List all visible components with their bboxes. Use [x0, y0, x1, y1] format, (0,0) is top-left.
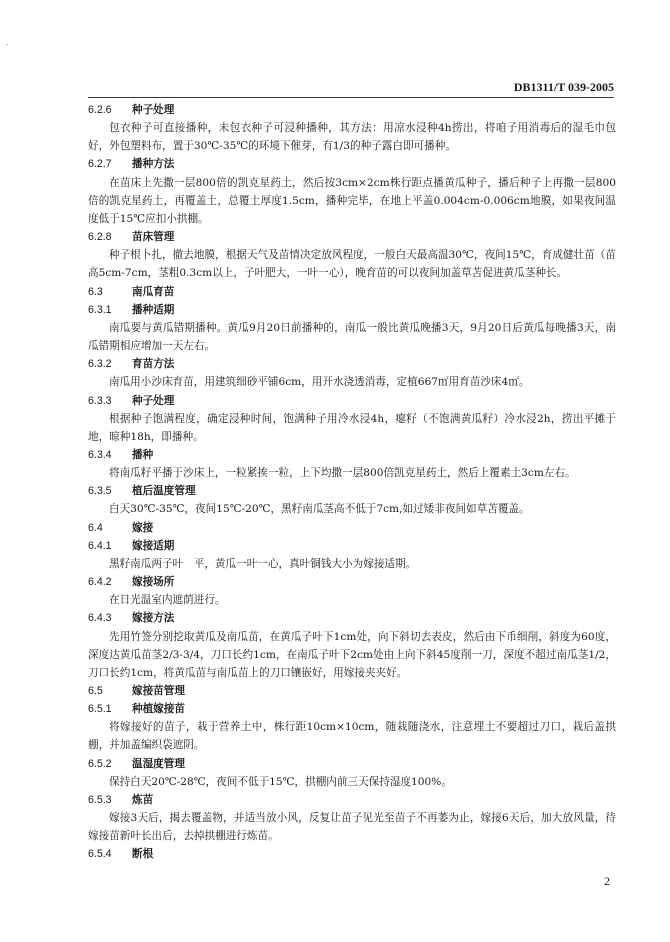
section-title: 炼苗	[132, 793, 154, 806]
paragraph: 在日光温室内遮荫进行。	[109, 594, 226, 607]
paragraph: 黑籽南瓜两子叶 平，黄瓜一叶一心，真叶铜钱大小为嫁接适期。	[109, 557, 417, 570]
section-number: 6.3.2	[88, 358, 112, 371]
section-title: 温湿度管理	[132, 757, 185, 770]
section-number: 6.4.3	[88, 612, 112, 625]
section-title: 种子处理	[132, 104, 175, 116]
section-number: 6.2.7	[88, 158, 112, 171]
paragraph: 白天30℃-35℃，夜间15℃-20℃，黑籽南瓜茎高不低于7cm,如过矮非夜间如草苫覆盖。	[109, 503, 530, 516]
section-number: 6.5	[88, 685, 103, 697]
section-title: 播种方法	[132, 158, 175, 171]
section-number: 6.5.3	[88, 793, 112, 806]
section-title: 嫁接适期	[132, 539, 175, 552]
section-title: 播种	[132, 448, 154, 461]
section-number: 6.5.4	[88, 848, 112, 861]
section-heading	[88, 301, 616, 319]
section-number: 6.3.1	[88, 303, 112, 316]
section-number: 6.4	[88, 521, 103, 534]
section-heading	[88, 283, 616, 301]
section-title: 种植嫁接苗	[132, 703, 185, 716]
section-title: 育苗方法	[132, 358, 175, 371]
section-title: 嫁接方法	[132, 612, 175, 625]
paragraph: 南瓜用小沙床育苗，用建筑细砂平铺6cm，用开水浇透消毒，定植667㎡用育苗沙床4㎡。	[109, 376, 530, 389]
section-title: 断根	[132, 848, 154, 861]
section-number: 6.4.2	[88, 576, 112, 589]
section-number: 6.3	[88, 285, 103, 298]
section-title: 嫁接场所	[132, 576, 175, 589]
section-number: 6.5.1	[88, 703, 112, 716]
page-number: 2	[604, 874, 610, 888]
section-heading	[88, 392, 616, 410]
section-heading	[88, 700, 616, 718]
header-rule	[88, 97, 614, 98]
section-number: 6.3.4	[88, 448, 112, 461]
section-title: 嫁接	[132, 521, 154, 534]
section-title: 嫁接苗管理	[132, 685, 185, 697]
section-heading	[88, 537, 616, 555]
section-heading	[88, 355, 616, 373]
section-number: 6.3.3	[88, 394, 112, 407]
document-code: DB1311/T 039-2005	[513, 80, 614, 94]
section-heading	[88, 519, 616, 537]
paragraph: 先用竹签分别挖取黄瓜及南瓜苗，在黄瓜子叶下1cm处，向下斜切去表皮，然后由下币细削，斜度为60度，深度达黄瓜苗茎2/3-3/4，刀口长约1cm，在南瓜子叶下2cm处由上向下斜45度削一刀，深度不超过南瓜茎1/2，刀口长约1cm，将黄瓜苗与南瓜苗上的刀口镶嵌好，用嫁接夹夹好。	[88, 630, 616, 679]
section-number: 6.4.1	[88, 539, 112, 552]
document-body	[88, 101, 616, 864]
section-title: 种子处理	[132, 394, 175, 407]
section-heading	[88, 482, 616, 500]
margin-mark: .	[6, 38, 9, 47]
paragraph: 南瓜要与黄瓜错期播种。黄瓜9月20日前播种的，南瓜一般比黄瓜晚播3天，9月20日后黄瓜每晚播3天，南瓜错期相应增加一天左右。	[88, 321, 616, 353]
section-heading	[88, 791, 616, 809]
section-heading	[88, 155, 616, 173]
paragraph: 种子根卜扎，撤去地膜，根据天气及苗情决定放风程度，一般白天最高温30℃，夜间15℃，育成健壮苗（苗高5cm-7cm，茎粗0.3cm以上，子叶肥大，一叶一心），晚育苗的可以夜间加盖草苫促进黄瓜茎种长。	[88, 249, 616, 280]
section-number: 6.2.6	[88, 104, 112, 116]
section-number: 6.3.5	[88, 485, 112, 498]
section-title: 植后温度管理	[132, 485, 196, 498]
paragraph: 将嫁接好的苗子，栽于营养土中，株行距10cm×10cm，随栽随浇水，注意埋土不要超过刀口，栽后盖拱棚，并加盖编织袋遮阴。	[88, 721, 616, 752]
section-number: 6.2.8	[88, 231, 112, 244]
paragraph: 保持白天20℃-28℃，夜间不低于15℃，拱棚内前三天保持湿度100%。	[109, 775, 452, 788]
paragraph: 根据种子饱满程度，确定浸种时间，饱满种子用冷水浸4h，瘪籽（不饱满黄瓜籽）冷水浸2h，捞出平摊于地，晾种18h，即播种。	[88, 412, 616, 443]
section-title: 苗床管理	[132, 231, 175, 244]
paragraph: 嫁接3天后，揭去覆盖物，并适当放小风，反复让苗子见光至苗子不再萎为止，嫁接6天后，加大放风量，待嫁接苗新叶长出后，去掉拱棚进行炼苗。	[88, 812, 616, 843]
section-heading	[88, 845, 616, 863]
paragraph: 包衣种子可直接播种，未包衣种子可浸种播种，其方法：用凉水浸种4h捞出，将咱子用消毒后的湿毛巾包好，外包塑料布，置于30℃-35℃的环境下催芽，有1/3的种子露白即可播种。	[88, 122, 616, 153]
section-heading	[88, 228, 616, 246]
paragraph: 在苗床上先撒一层800倍的凯克星药土，然后按3cm×2cm株行距点播黄瓜种子，播后种子上再撒一层800倍的凯克星药土，再覆盖土，总覆土厚度1.5cm，播种完毕，在地上平盖0.004cm-0.006cm地膜，如果夜间温度低于15℃应扣小拱棚。	[88, 176, 616, 225]
section-heading	[88, 101, 616, 119]
paragraph: 将南瓜籽平播于沙床上，一粒紧挨一粒，上下均撒一层800倍凯克星药土，然后上覆素土3cm左右。	[109, 467, 576, 480]
section-heading	[88, 573, 616, 591]
section-heading	[88, 446, 616, 464]
section-title: 播种适期	[132, 303, 175, 316]
section-title: 南瓜育苗	[132, 285, 175, 298]
section-heading	[88, 609, 616, 627]
section-heading	[88, 682, 616, 700]
section-number: 6.5.2	[88, 757, 112, 770]
section-heading	[88, 755, 616, 773]
